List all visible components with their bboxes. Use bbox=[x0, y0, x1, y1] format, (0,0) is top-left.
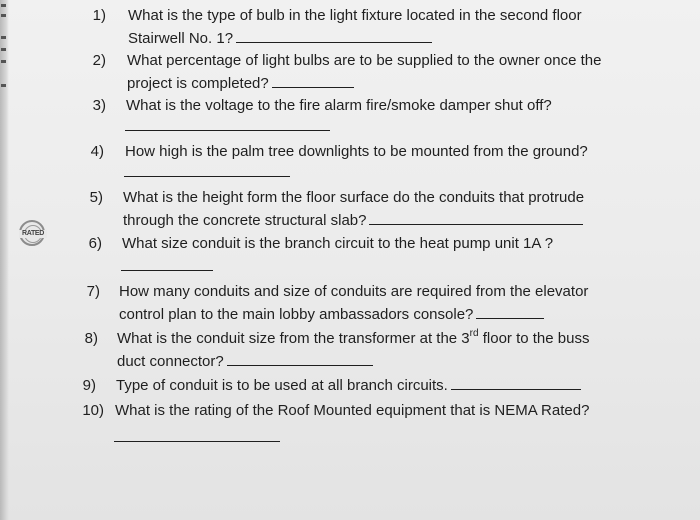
answer-blank[interactable] bbox=[236, 30, 432, 43]
question-text-continued bbox=[117, 353, 373, 371]
question-text-continued bbox=[128, 30, 432, 48]
question-number: 10) bbox=[82, 402, 104, 419]
question-text-continued bbox=[116, 377, 581, 395]
question-text: duct connector? bbox=[117, 353, 224, 370]
question-text-part: What is the conduit size from the transformer at the 3 bbox=[117, 330, 470, 347]
answer-blank[interactable] bbox=[476, 306, 544, 319]
question-number: 6) bbox=[88, 235, 102, 252]
question-text: What percentage of light bulbs are to be supplied to the owner once the bbox=[127, 52, 602, 69]
answer-blank[interactable] bbox=[369, 212, 583, 225]
question-number: 4) bbox=[90, 143, 104, 160]
answer-blank[interactable] bbox=[451, 377, 581, 390]
question-text: What is the type of bulb in the light fixture located in the second floor bbox=[128, 7, 582, 24]
stamp-text: RATED bbox=[19, 230, 47, 238]
question-text-continued bbox=[127, 75, 354, 93]
question-text: What is the rating of the Roof Mounted equipment that is NEMA Rated? bbox=[115, 402, 590, 419]
question-number: 5) bbox=[89, 189, 103, 206]
question-number: 7) bbox=[86, 283, 100, 300]
answer-blank[interactable] bbox=[227, 353, 373, 366]
question-text: What is the voltage to the fire alarm fire/smoke damper shut off? bbox=[126, 97, 552, 114]
question-number: 2) bbox=[92, 52, 106, 69]
question-number: 1) bbox=[92, 7, 106, 24]
question-text: project is completed? bbox=[127, 75, 269, 92]
question-text: How high is the palm tree downlights to be mounted from the ground? bbox=[125, 143, 588, 160]
question-text: How many conduits and size of conduits are required from the elevator bbox=[119, 283, 589, 300]
answer-blank[interactable] bbox=[125, 130, 330, 131]
question-text: What is the height form the floor surface do the conduits that protrude bbox=[123, 189, 585, 206]
answer-blank[interactable] bbox=[124, 176, 290, 177]
question-text: Stairwell No. 1? bbox=[128, 30, 234, 47]
question-text: Type of conduit is to be used at all branch circuits. bbox=[116, 377, 448, 394]
answer-blank[interactable] bbox=[272, 75, 354, 88]
ordinal-suffix: rd bbox=[469, 328, 479, 339]
question-number: 8) bbox=[84, 330, 98, 347]
question-text-part: floor to the buss bbox=[478, 330, 590, 347]
question-text: through the concrete structural slab? bbox=[123, 212, 367, 229]
answer-blank[interactable] bbox=[121, 270, 213, 271]
question-number: 9) bbox=[82, 377, 96, 394]
question-text-continued bbox=[119, 306, 544, 324]
question-text-continued bbox=[123, 212, 583, 230]
question-text: control plan to the main lobby ambassadors console? bbox=[119, 306, 474, 323]
answer-blank[interactable] bbox=[114, 441, 280, 442]
question-text bbox=[117, 330, 589, 348]
question-text: What size conduit is the branch circuit to the heat pump unit 1A ? bbox=[122, 235, 554, 252]
question-number: 3) bbox=[92, 97, 106, 114]
